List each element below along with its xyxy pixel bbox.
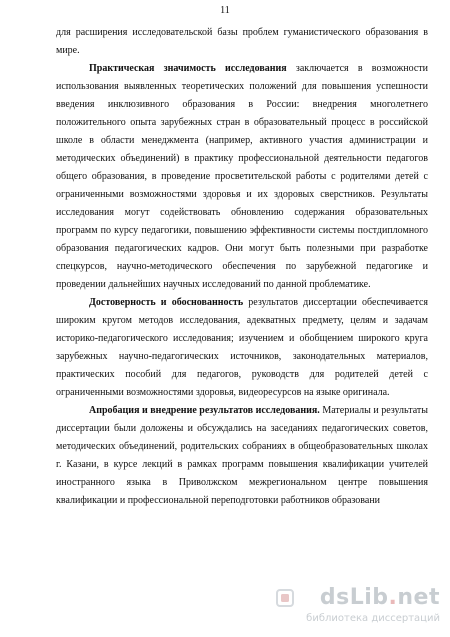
watermark — [270, 585, 440, 629]
paragraph-text: Материалы и результаты диссертации были доложены и обсуждались на заседаниях педагогических советов, методических объединений, родительских собраниях в общеобразовательных школах г. Казани, в курсе лекций в рамках программ повышения квалификации учителей иностранного языка в Приволжском межрегиональном центре повышения квалификации и профессиональной переподготовки работников образовани — [56, 405, 428, 506]
watermark-caption: библиотека диссертаций — [306, 613, 440, 624]
paragraph-heading: Достоверность и обоснованность — [89, 297, 244, 308]
paragraph-approbation — [56, 402, 428, 510]
paragraph-heading: Апробация и внедрение результатов исследования. — [89, 405, 320, 416]
document-body — [56, 24, 428, 510]
paragraph-continuation — [56, 24, 428, 60]
page-number: 11 — [220, 5, 230, 16]
paragraph-practical-significance — [56, 60, 428, 294]
watermark-site: dsLib.net — [319, 585, 440, 610]
paragraph-text: заключается в возможности использования выявленных теоретических положений для повышения успешности введения инклюзивного образования в России: внедрения многолетнего положительного опыта зарубежных стран в образовательный процесс в российской школе в области менеджмента (например, активного участия администрации и методических объединений) в практику профессиональной деятельности педагогов общего образования, в проведение просветительской работы с родителями детей с ограниченными возможностями здоровья и их здоровых сверстников. Результаты исследования могут содействовать обновлению содержания образовательных программ по курсу педагогики, повышению эффективности системы постдипломного образования педагогических кадров. Они могут быть полезными при разработке спецкурсов, научно-методического обеспечения по зарубежной педагогике и проведении дальнейших научных исследований по данной проблематике. — [56, 63, 429, 290]
paragraph-reliability — [56, 294, 428, 402]
dslib-logo-icon — [274, 587, 296, 609]
paragraph-text: для расширения исследовательской базы проблем гуманистического образования в мире. — [56, 27, 428, 56]
paragraph-heading: Практическая значимость исследования — [89, 63, 287, 74]
paragraph-text: результатов диссертации обеспечивается широким кругом методов исследования, адекватных предмету, целям и задачам историко-педагогического исследования; изучением и обобщением широкого круга зарубежных научно-педагогических источников, законодательных материалов, практических пособий для педагогов, руководств для родителей детей с ограниченными возможностями здоровья, видеоресурсов на языке оригинала. — [56, 297, 428, 398]
